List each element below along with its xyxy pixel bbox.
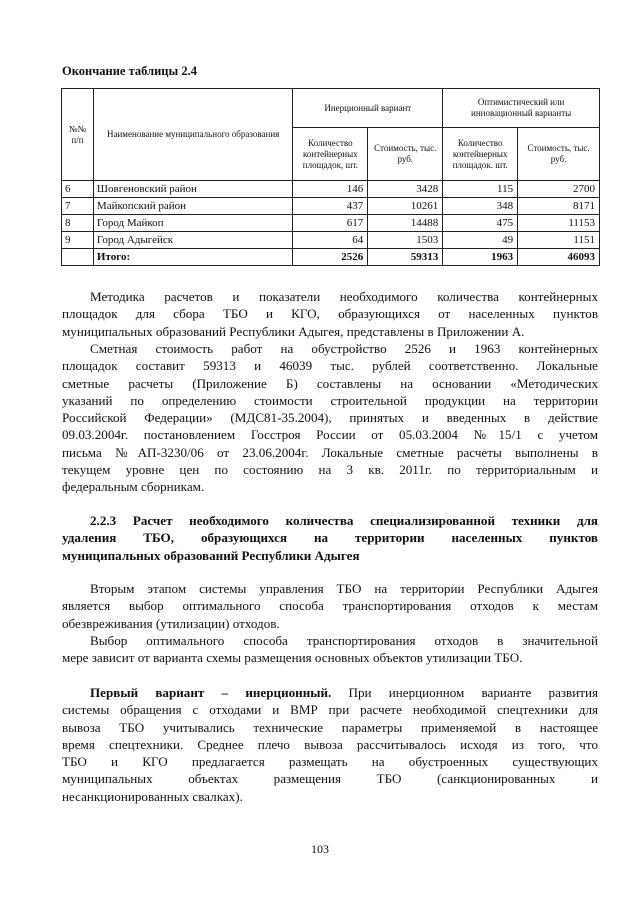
paragraph-estimate: Сметная стоимость работ на обустройство 2526 и 1963 контейнерных площадок составит 59313 и 46039 тыс. рублей соответственно. Локальные сметные расчеты (Приложение Б) составлены на основании «Методических указаний по определению стоимости строительной продукции на территории Российской Федерации» (МДС81-35.2004), принятых и введенных в действие 09.03.2004г. постановлением Госстроя России от 05.03.2004 №15/1 с учетом письма №АП-3230/06 от 23.06.2004г. Локальные сметные расчеты выполнены в текущем уровне цен по состоянию на 3 кв. 2011г. по территориальным и федеральным сборникам. — [62, 341, 598, 495]
row-cost-optimistic: 2700 — [518, 181, 600, 198]
row-cost-optimistic: 11153 — [518, 215, 600, 232]
row-qty-optimistic: 475 — [443, 215, 518, 232]
total-label: Итого: — [93, 249, 292, 266]
row-qty-optimistic: 49 — [443, 232, 518, 249]
row-qty-inertial: 437 — [293, 198, 368, 215]
table-caption: Окончание таблицы 2.4 — [62, 64, 197, 78]
row-qty-inertial: 146 — [293, 181, 368, 198]
row-qty-inertial: 64 — [293, 232, 368, 249]
sub-header-qty-optimistic: Количество контейнерных площадок. шт. — [443, 128, 518, 181]
row-cost-inertial: 14488 — [368, 215, 443, 232]
total-cost-optimistic: 46093 — [518, 249, 600, 266]
row-qty-optimistic: 115 — [443, 181, 518, 198]
row-cost-inertial: 3428 — [368, 181, 443, 198]
group-header-optimistic: Оптимистический или инновационный варианты — [443, 89, 600, 128]
row-cost-inertial: 10261 — [368, 198, 443, 215]
first-variant-lead: Первый вариант – инерционный. — [90, 685, 332, 700]
row-num: 7 — [62, 198, 94, 215]
table-row — [62, 181, 600, 198]
row-cost-optimistic: 8171 — [518, 198, 600, 215]
page-number: 103 — [311, 842, 329, 856]
group-header-inertial: Инерционный вариант — [293, 89, 443, 128]
table-total-row — [62, 249, 600, 266]
row-num: 6 — [62, 181, 94, 198]
row-qty-optimistic: 348 — [443, 198, 518, 215]
row-name: Город Адыгейск — [93, 232, 292, 249]
row-cost-inertial: 1503 — [368, 232, 443, 249]
section-heading: 2.2.3 Расчет необходимого количества специализированной техники для удаления ТБО, образующихся на территории населенных пунктов муниципальных образований Республики Адыгея — [62, 513, 598, 563]
row-name: Шовгеновский район — [93, 181, 292, 198]
table-row — [62, 215, 600, 232]
sub-header-cost-optimistic: Стоимость, тыс. руб. — [518, 128, 600, 181]
row-cost-optimistic: 1151 — [518, 232, 600, 249]
row-num: 8 — [62, 215, 94, 232]
total-qty-optimistic: 1963 — [443, 249, 518, 266]
col-header-num: №№ п/п — [62, 89, 94, 181]
sub-header-cost-inertial: Стоимость, тыс. руб. — [368, 128, 443, 181]
paragraph-second-stage: Вторым этапом системы управления ТБО на территории Республики Адыгея является выбор оптимального способа транспортирования отходов к местам обезвреживания (утилизации) отходов. — [62, 581, 598, 631]
row-name: Город Майкоп — [93, 215, 292, 232]
row-qty-inertial: 617 — [293, 215, 368, 232]
total-num — [62, 249, 94, 266]
paragraph-first-variant: Первый вариант – инерционный. При инерционном варианте развития системы обращения с отходами и ВМР при расчете необходимой спецтехники для вывоза ТБО учитывались технические параметры применяемой в настоящее время спецтехники. Среднее плечо вывоза рассчитывалось исходя из того, что ТБО и КГО предлагается размещать на обустроенных существующих муниципальных объектах размещения ТБО (санкционированных и несанкционированных свалках). — [62, 685, 598, 804]
data-table — [61, 88, 600, 266]
paragraph-methodology: Методика расчетов и показатели необходимого количества контейнерных площадок для сбора ТБО и КГО, образующихся от населенных пунктов муниципальных образований Республики Адыгея, представлены в Приложении А. — [62, 289, 598, 339]
paragraph-choice: Выбор оптимального способа транспортирования отходов в значительной мере зависит от варианта схемы размещения основных объектов утилизации ТБО. — [62, 633, 598, 666]
total-qty-inertial: 2526 — [293, 249, 368, 266]
col-header-name: Наименование муниципального образования — [93, 89, 292, 181]
table-row — [62, 232, 600, 249]
total-cost-inertial: 59313 — [368, 249, 443, 266]
sub-header-qty-inertial: Количество контейнерных площадок, шт. — [293, 128, 368, 181]
table-row — [62, 198, 600, 215]
row-name: Майкопский район — [93, 198, 292, 215]
row-num: 9 — [62, 232, 94, 249]
